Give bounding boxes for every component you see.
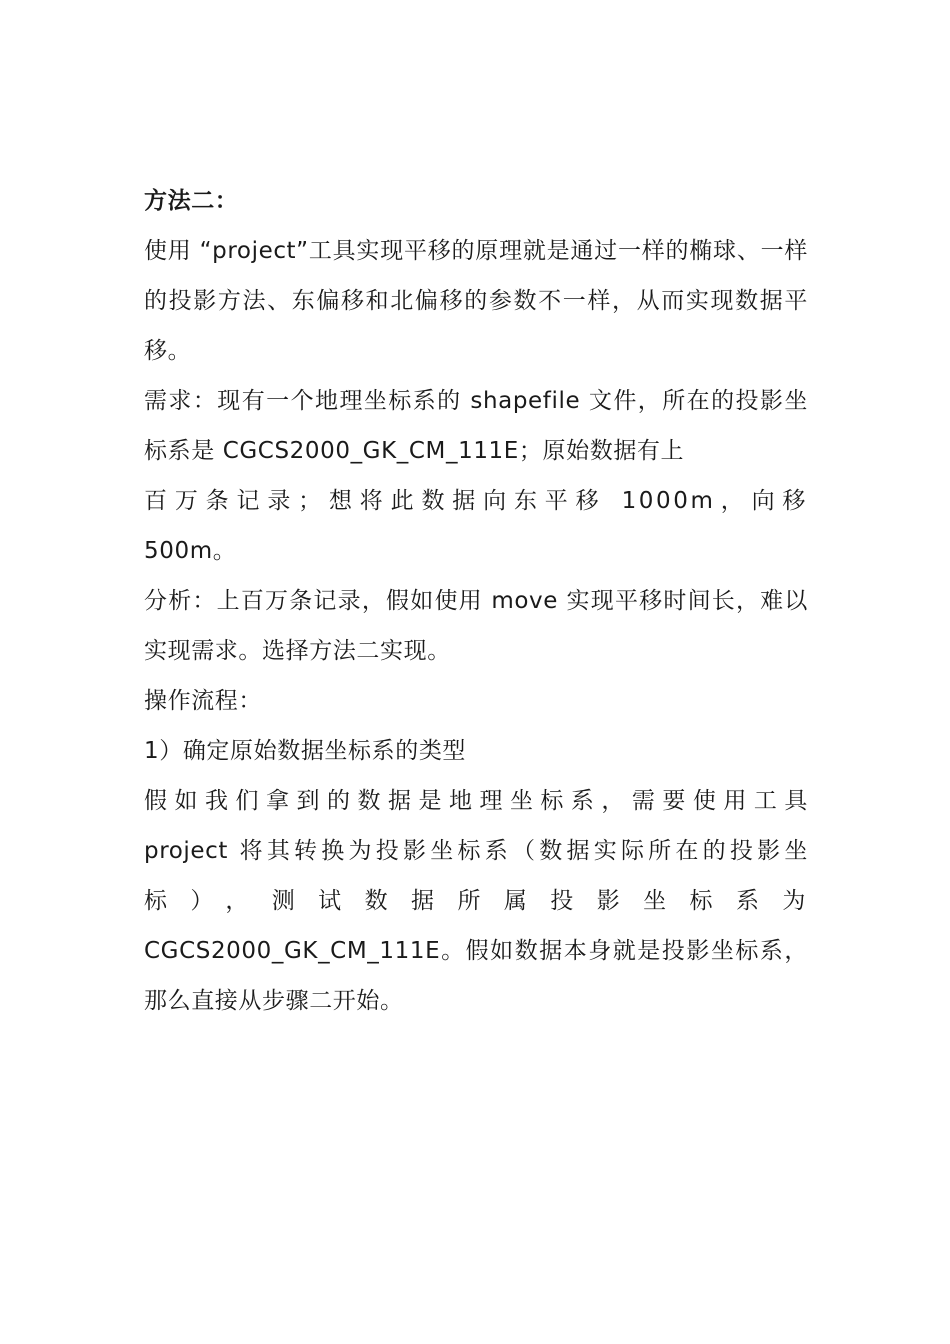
- process-label: 操作流程：: [144, 688, 262, 714]
- step1-paragraph: [144, 776, 808, 1026]
- requirement-text-line2: 百万条记录；想将此数据向东平移 1000m，向移: [144, 488, 808, 514]
- step1-text-line1: 假如我们拿到的数据是地理坐标系，需要使用工具: [144, 788, 808, 814]
- requirement-text-line3: 500m。: [144, 538, 237, 564]
- step1-text-line2: project 将其转换为投影坐标系（数据实际所在的投影坐: [144, 838, 808, 864]
- step1-text-line4: CGCS2000_GK_CM_111E。假如数据本身就是投影坐标系，那么直接从步骤二开始。: [144, 938, 808, 1014]
- requirement-text: 需求：现有一个地理坐标系的 shapefile 文件，所在的投影坐标系是 CGCS2000_GK_CM_111E；原始数据有上: [144, 388, 808, 464]
- step1-title: 1）确定原始数据坐标系的类型: [144, 738, 467, 764]
- requirement-paragraph: [144, 376, 808, 576]
- analysis-paragraph: 分析：上百万条记录，假如使用 move 实现平移时间长，难以实现需求。选择方法二实现。: [144, 588, 808, 664]
- document-page: [144, 176, 808, 1026]
- step1-text-line3: 标），测试数据所属投影坐标系为: [144, 888, 808, 914]
- section-heading: 方法二：: [144, 188, 239, 214]
- intro-paragraph: 使用 “project”工具实现平移的原理就是通过一样的椭球、一样的投影方法、东偏移和北偏移的参数不一样，从而实现数据平移。: [144, 238, 808, 364]
